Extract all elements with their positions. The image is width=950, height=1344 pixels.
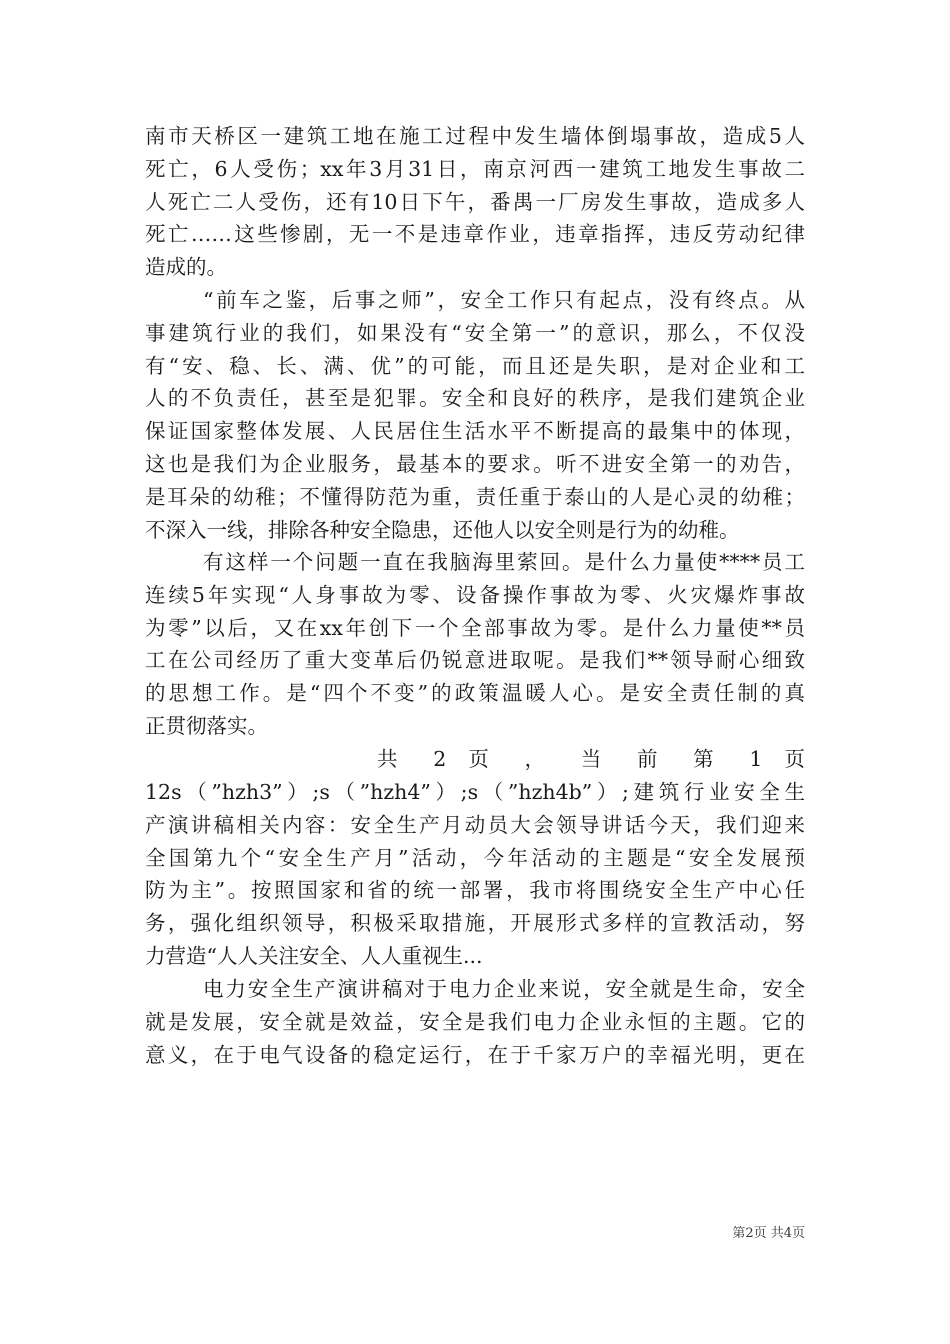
text-line: 电力安全生产演讲稿对于电力企业来说，安全就是生命，安全	[203, 977, 805, 1001]
page-info-text: 共 2 页 ， 当 前 第 1 页	[377, 747, 805, 771]
page-number-footer: 第2页 共4页	[732, 1226, 805, 1241]
text-line: 不深入一线，排除各种安全隐患，还他人以安全则是行为的幼稚。	[145, 517, 740, 542]
text-line: “前车之鉴，后事之师”，安全工作只有起点，没有终点。从	[203, 288, 805, 312]
text-line: 意义，在于电气设备的稳定运行，在于千家万户的幸福光明，更在	[145, 1042, 805, 1067]
text-line: 力营造“人人关注安全、人人重视生...	[145, 943, 483, 968]
text-line: 防为主”。按照国家和省的统一部署，我市将围绕安全生产中心任	[145, 878, 805, 903]
text-line: 造成的。	[145, 255, 227, 280]
page-info-line	[145, 743, 805, 776]
text-line: 有“安、稳、长、满、优”的可能，而且还是失职，是对企业和工	[145, 353, 805, 378]
text-line: 全国第九个“安全生产月”活动，今年活动的主题是“安全发展预	[145, 845, 805, 870]
text-line: 务，强化组织领导，积极采取措施，开展形式多样的宣教活动，努	[145, 911, 805, 936]
text-line: 有这样一个问题一直在我脑海里萦回。是什么力量使****员工	[203, 550, 805, 574]
text-line: 事建筑行业的我们，如果没有“安全第一”的意识，那么，不仅没	[145, 320, 805, 345]
text-line: 死亡……这些惨剧，无一不是违章作业，违章指挥，违反劳动纪律	[145, 222, 805, 247]
paragraph-4	[145, 776, 805, 973]
paragraph-5	[145, 973, 805, 1071]
paragraph-2	[145, 284, 805, 546]
text-line: 死亡，6人受伤；xx年3月31日，南京河西一建筑工地发生事故二	[145, 156, 805, 181]
text-line: 连续5年实现“人身事故为零、设备操作事故为零、火灾爆炸事故	[145, 582, 805, 607]
text-line: 是耳朵的幼稚；不懂得防范为重，责任重于泰山的人是心灵的幼稚；	[145, 484, 805, 509]
text-line: 的思想工作。是“四个不变”的政策温暖人心。是安全责任制的真	[145, 681, 805, 706]
text-line: 产演讲稿相关内容：安全生产月动员大会领导讲话今天，我们迎来	[145, 812, 805, 837]
text-line: 正贯彻落实。	[145, 713, 268, 738]
text-line: 保证国家整体发展、人民居住生活水平不断提高的最集中的体现，	[145, 419, 805, 444]
text-line: 这也是我们为企业服务，最基本的要求。听不进安全第一的劝告，	[145, 451, 805, 476]
text-line: 人的不负责任，甚至是犯罪。安全和良好的秩序，是我们建筑企业	[145, 386, 805, 411]
text-line: 人死亡二人受伤，还有10日下午，番禺一厂房发生事故，造成多人	[145, 189, 805, 214]
text-line: 12s（”hzh3”）;s（”hzh4”）;s（”hzh4b”）;建筑行业安全生	[145, 780, 805, 804]
text-line: 南市天桥区一建筑工地在施工过程中发生墙体倒塌事故，造成5人	[145, 124, 805, 148]
text-line: 工在公司经历了重大变革后仍锐意进取呢。是我们**领导耐心细致	[145, 648, 805, 673]
text-line: 就是发展，安全就是效益，安全是我们电力企业永恒的主题。它的	[145, 1009, 805, 1034]
paragraph-1	[145, 120, 805, 284]
paragraph-3	[145, 546, 805, 743]
text-line: 为零”以后，又在xx年创下一个全部事故为零。是什么力量使**员	[145, 615, 805, 640]
